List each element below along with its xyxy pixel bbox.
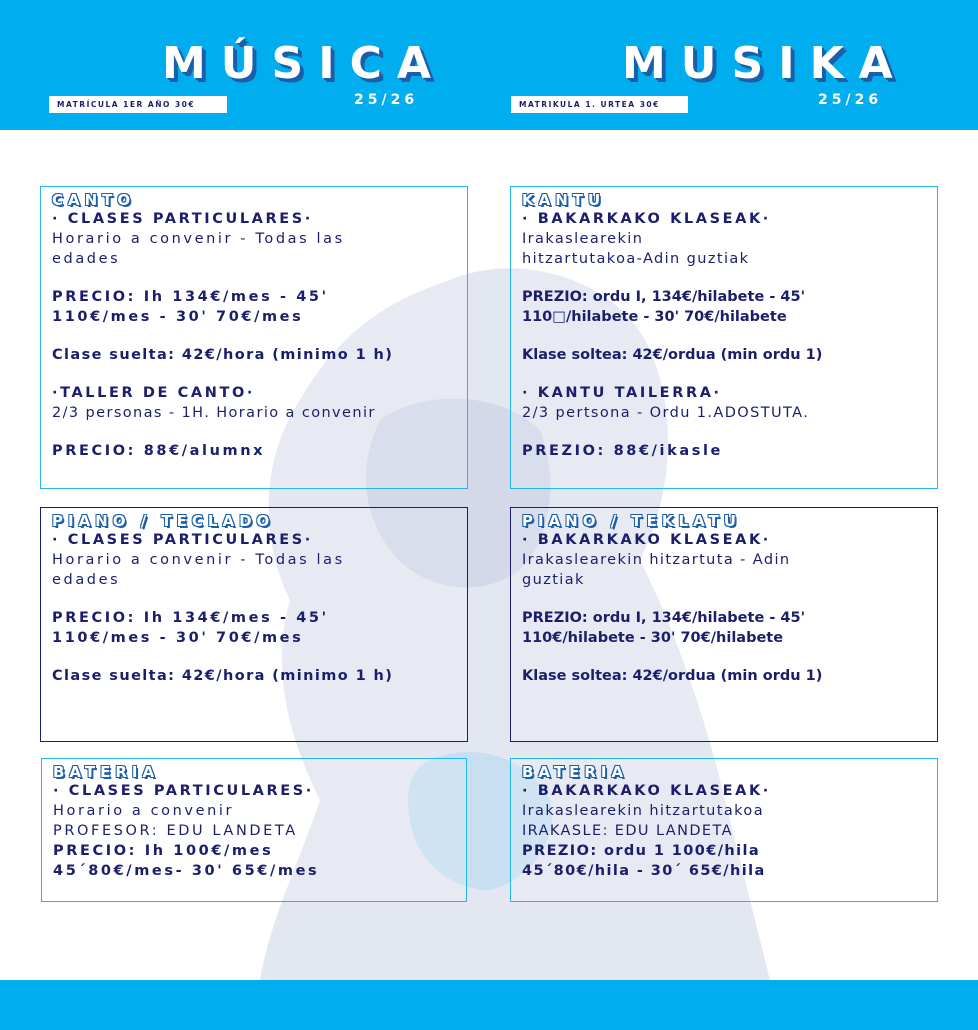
tuition-label-es: MATRÍCULA 1ER AÑO 30€ [49,96,227,113]
card-title: PIANO / TECLADO [52,512,275,530]
card-line: 110€/hilabete - 30' 70€/hilabete [522,630,784,646]
card-line: · BAKARKAKO KLASEAK· [522,532,771,548]
card-kantu [510,186,938,489]
card-line: PRECIO: Ih 134€/mes - 45' [52,289,329,305]
card-piano-teclado [40,507,468,742]
card-line: · CLASES PARTICULARES· [52,211,313,227]
card-line: Clase suelta: 42€/hora (minimo 1 h) [52,668,394,684]
card-line: 2/3 personas - 1H. Horario a convenir [52,405,376,421]
card-line: 2/3 pertsona - Ordu 1.ADOSTUTA. [522,405,810,421]
card-line: guztiak [522,572,585,588]
card-line: Irakaslearekin hitzartutakoa [522,803,764,819]
card-line: PREZIO: ordu 1 100€/hila [522,843,761,859]
footer-band [0,980,978,1030]
card-line: Irakaslearekin [522,231,644,247]
tuition-label-eu: MATRIKULA 1. URTEA 30€ [511,96,688,113]
card-line: edades [52,251,121,267]
card-line: · CLASES PARTICULARES· [53,783,314,799]
card-line: Horario a convenir - Todas las [52,231,345,247]
card-line: Klase soltea: 42€/ordua (min ordu 1) [522,668,823,684]
card-line: 45´80€/mes- 30' 65€/mes [53,863,320,879]
card-line: Horario a convenir - Todas las [52,552,345,568]
card-line: PRECIO: Ih 100€/mes [53,843,274,859]
header-season-es: 25/26 [354,92,419,108]
card-canto [40,186,468,489]
card-line: edades [52,572,121,588]
card-line: PREZIO: 88€/ikasle [522,443,723,459]
card-title: CANTO [52,191,136,209]
card-title: BATERIA [53,763,160,781]
card-line: 45´80€/hila - 30´ 65€/hila [522,863,766,879]
card-line: ·TALLER DE CANTO· [52,385,256,401]
card-line: Clase suelta: 42€/hora (minimo 1 h) [52,347,394,363]
card-title: PIANO / TEKLATU [522,512,741,530]
card-title: BATERIA [522,763,629,781]
card-line: Klase soltea: 42€/ordua (min ordu 1) [522,347,823,363]
card-line: · CLASES PARTICULARES· [52,532,313,548]
card-line: PROFESOR: EDU LANDETA [53,823,298,839]
card-title: KANTU [522,191,606,209]
card-line: PREZIO: ordu I, 134€/hilabete - 45' [522,610,806,626]
card-line: Irakaslearekin hitzartuta - Adin [522,552,791,568]
card-line: 110□/hilabete - 30' 70€/hilabete [522,309,787,325]
card-line: 110€/mes - 30' 70€/mes [52,630,304,646]
header-season-eu: 25/26 [818,92,883,108]
card-line: · BAKARKAKO KLASEAK· [522,211,771,227]
card-line: Horario a convenir [53,803,235,819]
card-line: PRECIO: 88€/alumnx [52,443,266,459]
card-line: hitzartutakoa-Adin guztiak [522,251,750,267]
card-line: · BAKARKAKO KLASEAK· [522,783,771,799]
card-line: PRECIO: Ih 134€/mes - 45' [52,610,329,626]
header-title-eu: MUSIKA [622,38,908,89]
card-bateria-es [41,758,467,902]
card-line: · KANTU TAILERRA· [522,385,722,401]
card-line: IRAKASLE: EDU LANDETA [522,823,733,839]
card-piano-teklatu [510,507,938,742]
card-line: 110€/mes - 30' 70€/mes [52,309,304,325]
header-title-es: MÚSICA [162,38,446,89]
card-bateria-eu [510,758,938,902]
card-line: PREZIO: ordu I, 134€/hilabete - 45' [522,289,806,305]
